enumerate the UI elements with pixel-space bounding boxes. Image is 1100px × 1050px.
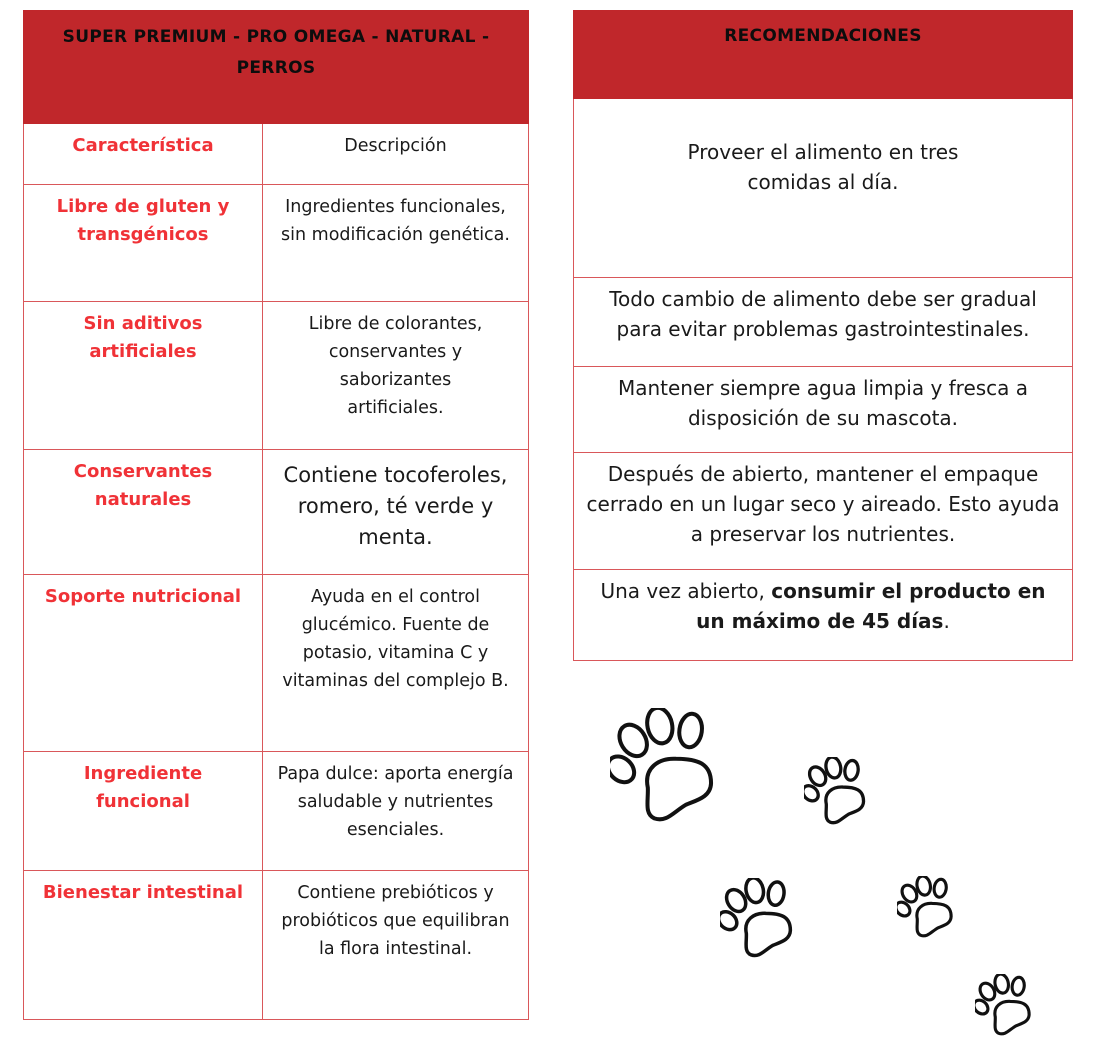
- recommendation-row: [574, 453, 1073, 570]
- description-cell: Papa dulce: aporta energía saludable y nutrientes esenciales.: [263, 752, 529, 871]
- product-title: SUPER PREMIUM - PRO OMEGA - NATURAL - PERROS: [24, 11, 529, 124]
- paw-print-icon: [610, 708, 722, 823]
- recommendation-emphasis: consumir el producto en un máximo de 45 días: [696, 579, 1046, 633]
- table-row: [24, 871, 529, 1020]
- recommendation-row: [574, 99, 1073, 278]
- recommendations-table: [573, 10, 1073, 661]
- recommendation-prefix: Una vez abierto,: [600, 579, 772, 603]
- feature-cell: Bienestar intestinal: [24, 871, 263, 1020]
- paw-print-icon: [804, 757, 870, 825]
- recommendation-text: Todo cambio de alimento debe ser gradual para evitar problemas gastrointestinales.: [574, 278, 1073, 367]
- feature-cell: Soporte nutricional: [24, 575, 263, 752]
- paw-print-icon: [720, 878, 798, 958]
- product-features-table: [23, 10, 529, 1020]
- feature-cell: Sin aditivos artificiales: [24, 302, 263, 450]
- table-row: [24, 302, 529, 450]
- table-row: [24, 575, 529, 752]
- column-header-feature: Característica: [24, 124, 263, 185]
- recommendation-row: [574, 278, 1073, 367]
- recommendation-text-shelf-life: [574, 570, 1073, 661]
- recommendations-title: RECOMENDACIONES: [574, 11, 1073, 99]
- recommendation-row: [574, 570, 1073, 661]
- table-row: [24, 185, 529, 302]
- recommendation-text: Después de abierto, mantener el empaque cerrado en un lugar seco y aireado. Esto ayuda a preservar los nutrientes.: [574, 453, 1073, 570]
- feature-cell: Conservantes naturales: [24, 450, 263, 575]
- column-header-description: Descripción: [263, 124, 529, 185]
- paw-print-icon: [897, 876, 957, 938]
- table-row: [24, 450, 529, 575]
- description-cell: Ayuda en el control glucémico. Fuente de potasio, vitamina C y vitaminas del complejo B.: [263, 575, 529, 752]
- description-cell: Ingredientes funcionales, sin modificación genética.: [263, 185, 529, 302]
- recommendation-text: Proveer el alimento en tres comidas al día.: [574, 99, 1073, 278]
- table-row: [24, 752, 529, 871]
- recommendation-text: Mantener siempre agua limpia y fresca a disposición de su mascota.: [574, 367, 1073, 453]
- feature-cell: Ingrediente funcional: [24, 752, 263, 871]
- description-cell: Libre de colorantes, conservantes y saborizantes artificiales.: [263, 302, 529, 450]
- paw-print-icon: [975, 974, 1035, 1036]
- feature-cell: Libre de gluten y transgénicos: [24, 185, 263, 302]
- description-cell: Contiene tocoferoles, romero, té verde y menta.: [263, 450, 529, 575]
- recommendation-suffix: .: [943, 609, 950, 633]
- description-cell: Contiene prebióticos y probióticos que equilibran la flora intestinal.: [263, 871, 529, 1020]
- recommendation-row: [574, 367, 1073, 453]
